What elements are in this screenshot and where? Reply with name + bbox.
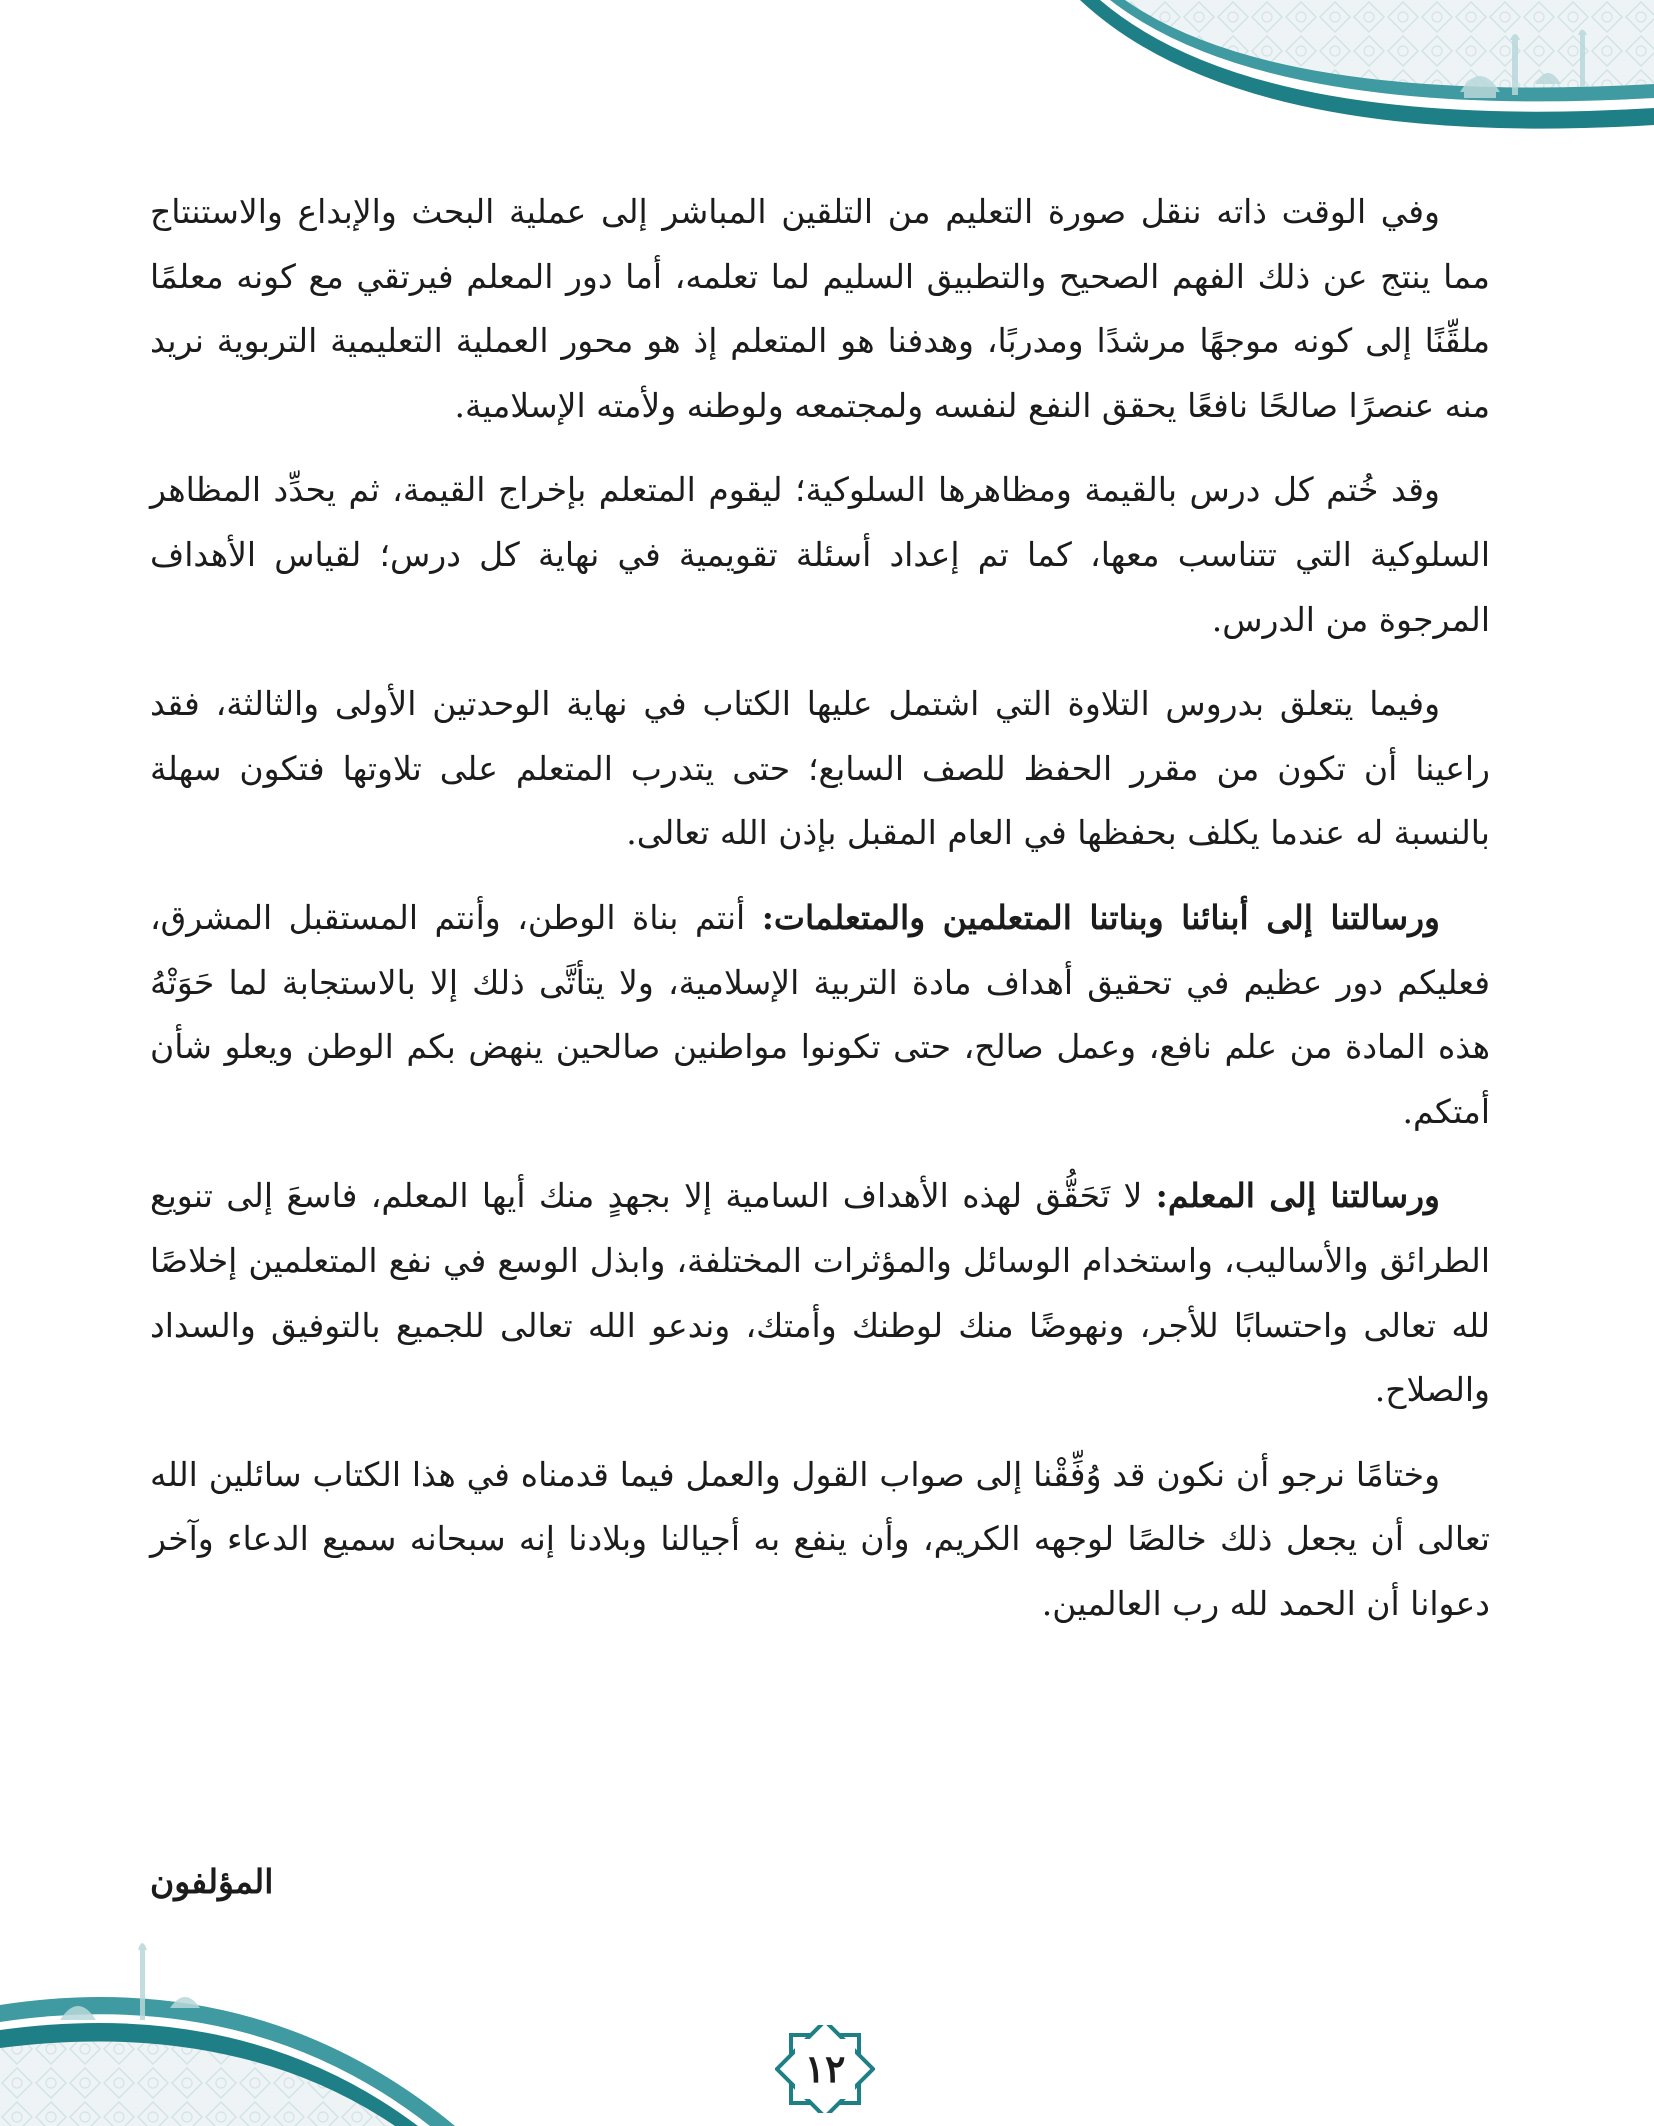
page-number-badge [775, 2025, 875, 2113]
paragraph-1 [150, 180, 1490, 438]
paragraph-3 [150, 672, 1490, 866]
paragraph-4-lead: ورسالتنا إلى أبنائنا وبناتنا المتعلمين والمتعلمات: [761, 897, 1440, 937]
paragraph-6-text: وختامًا نرجو أن نكون قد وُفِّقْنا إلى صواب القول والعمل فيما قدمناه في هذا الكتاب سائلين الله تعالى أن يجعل ذلك خالصًا لوجهه الكريم، وأن ينفع به أجيالنا وبلادنا إنه سبحانه سميع الدعاء وآخر دعوانا أن الحمد لله رب العالمين. [150, 1454, 1490, 1623]
paragraph-5-lead: ورسالتنا إلى المعلم: [1155, 1176, 1440, 1216]
paragraph-2 [150, 458, 1490, 652]
authors-signature: المؤلفون [150, 1862, 274, 1901]
paragraph-2-text: وقد خُتم كل درس بالقيمة ومظاهرها السلوكية؛ ليقوم المتعلم بإخراج القيمة، ثم يحدِّد المظاهر السلوكية التي تتناسب معها، كما تم إعداد أسئلة تقويمية في نهاية كل درس؛ لقياس الأهداف المرجوة من الدرس. [150, 470, 1490, 639]
top-corner-decoration-icon [1080, 0, 1654, 165]
paragraph-6 [150, 1443, 1490, 1637]
body-text [150, 180, 1490, 1656]
paragraph-5-text: لا تَحَقُّق لهذه الأهداف السامية إلا بجهدٍ منك أيها المعلم، فاسعَ إلى تنويع الطرائق والأساليب، واستخدام الوسائل والمؤثرات المختلفة، وابذل الوسع في نفع المتعلمين إخلاصًا لله تعالى واحتسابًا للأجر، ونهوضًا منك لوطنك وأمتك، وندعو الله تعالى للجميع بالتوفيق والسداد والصلاح. [150, 1176, 1490, 1410]
paragraph-4 [150, 886, 1490, 1144]
paragraph-5 [150, 1164, 1490, 1422]
paragraph-3-text: وفيما يتعلق بدروس التلاوة التي اشتمل عليها الكتاب في نهاية الوحدتين الأولى والثالثة، فقد راعينا أن تكون من مقرر الحفظ للصف السابع؛ حتى يتدرب المتعلم على تلاوتها فتكون سهلة بالنسبة له عندما يكلف بحفظها في العام المقبل بإذن الله تعالى. [150, 684, 1490, 853]
page-number: ١٢ [804, 2046, 846, 2091]
bottom-corner-decoration-icon [0, 1930, 470, 2126]
paragraph-4-text: أنتم بناة الوطن، وأنتم المستقبل المشرق، فعليكم دور عظيم في تحقيق أهداف مادة التربية الإسلامية، ولا يتأتَّى ذلك إلا بالاستجابة لما حَوَتْهُ هذه المادة من علم نافع، وعمل صالح، حتى تكونوا مواطنين صالحين ينهض بكم الوطن ويعلو شأن أمتكم. [150, 897, 1490, 1131]
paragraph-1-text: وفي الوقت ذاته ننقل صورة التعليم من التلقين المباشر إلى عملية البحث والإبداع والاستنتاج مما ينتج عن ذلك الفهم الصحيح والتطبيق السليم لما تعلمه، أما دور المعلم فيرتقي مع كونه معلمًا ملقِّنًا إلى كونه موجهًا مرشدًا ومدربًا، وهدفنا هو المتعلم إذ هو محور العملية التعليمية التربوية نريد منه عنصرًا صالحًا نافعًا يحقق النفع لنفسه ولمجتمعه ولوطنه ولأمته الإسلامية. [150, 192, 1490, 425]
